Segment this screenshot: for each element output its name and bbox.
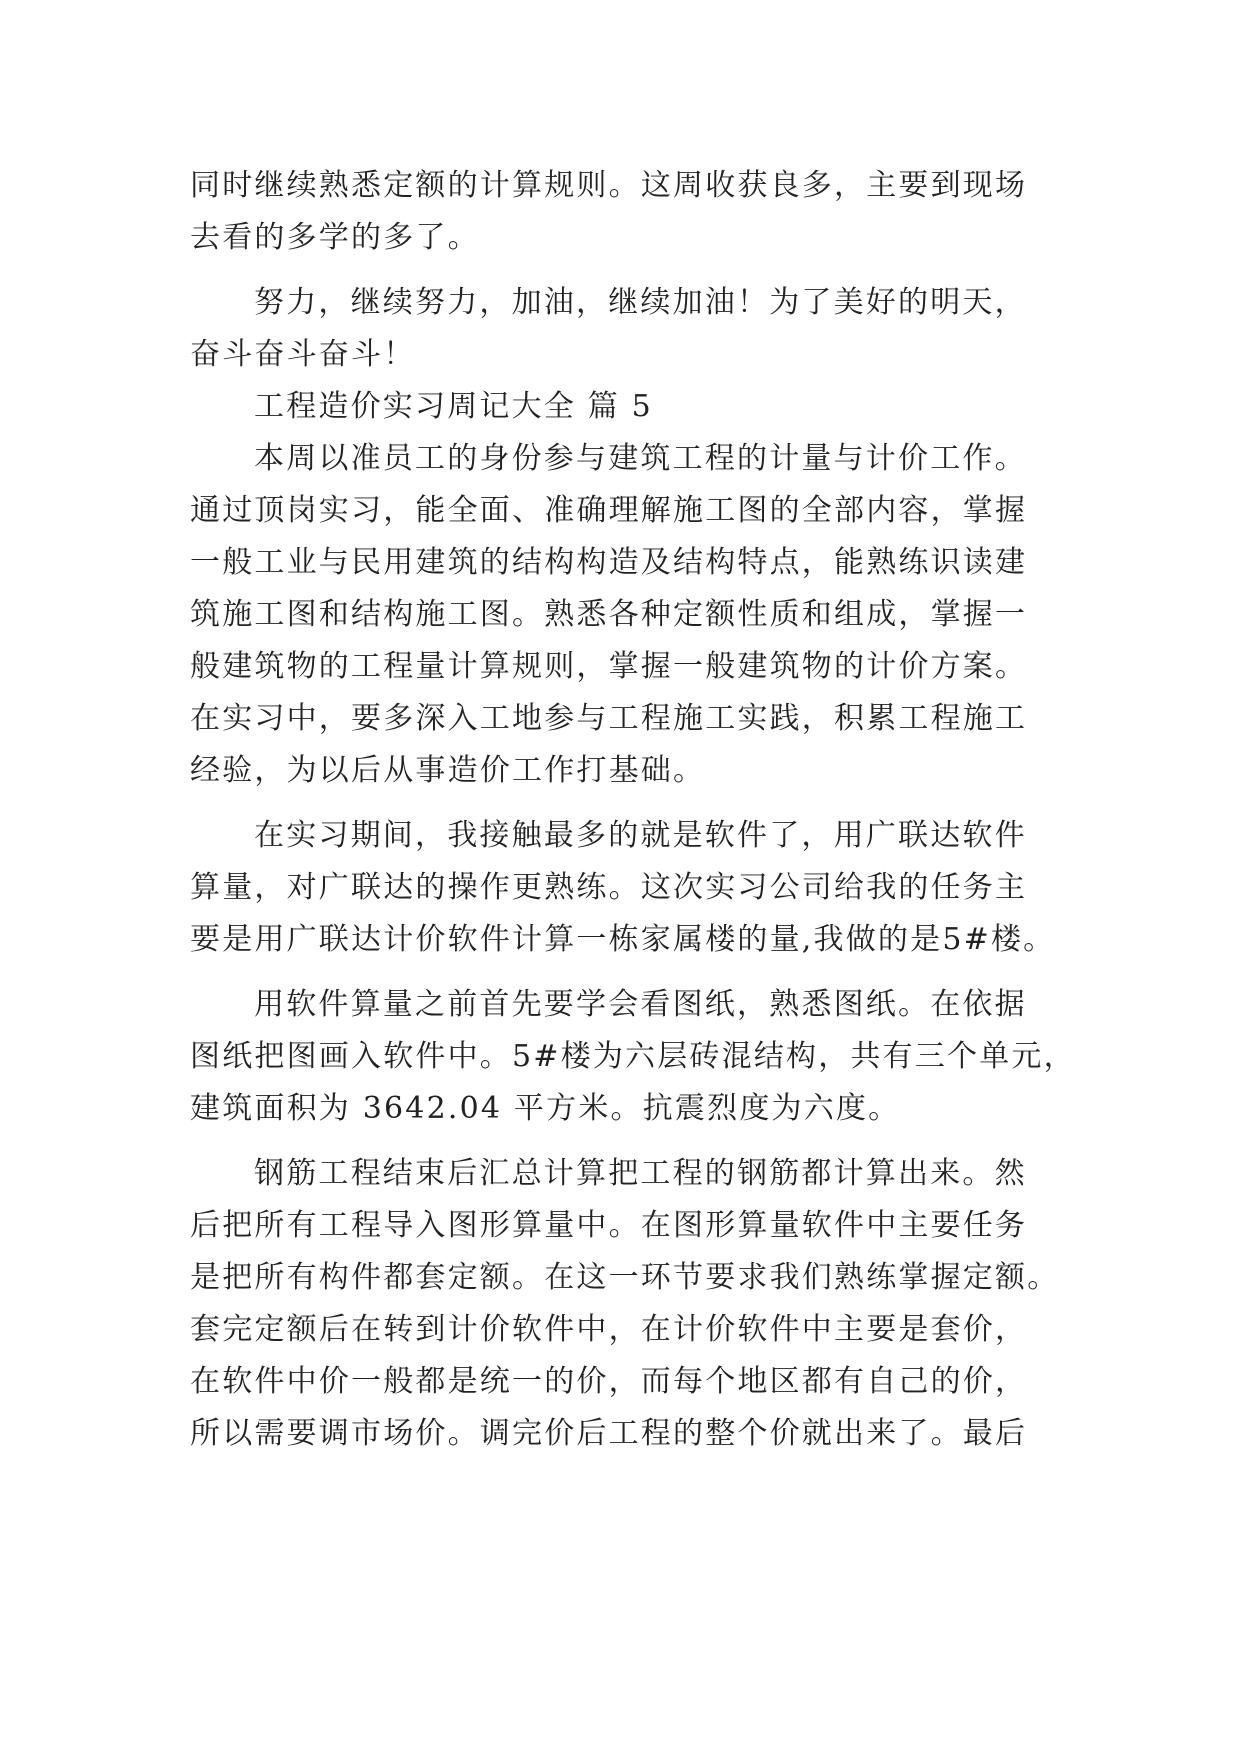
paragraph-line: 后把所有工程导入图形算量中。在图形算量软件中主要任务 — [190, 1208, 1028, 1243]
paragraph-line: 所以需要调市场价。调完价后工程的整个价就出来了。最后 — [190, 1416, 1028, 1451]
paragraph-line: 在实习期间，我接触最多的就是软件了，用广联达软件 — [254, 818, 1027, 853]
paragraph-line: 通过顶岗实习，能全面、准确理解施工图的全部内容，掌握 — [190, 493, 1028, 528]
paragraph-line: 用软件算量之前首先要学会看图纸，熟悉图纸。在依据 — [254, 987, 1027, 1022]
paragraph-line: 在实习中，要多深入工地参与工程施工实践，积累工程施工 — [190, 701, 1028, 736]
paragraph-line: 套完定额后在转到计价软件中，在计价软件中主要是套价， — [190, 1312, 1028, 1347]
paragraph-line: 筑施工图和结构施工图。熟悉各种定额性质和组成，掌握一 — [190, 597, 1028, 632]
paragraph-line: 要是用广联达计价软件计算一栋家属楼的量,我做的是5#楼。 — [190, 922, 1056, 957]
paragraph-line: 同时继续熟悉定额的计算规则。这周收获良多，主要到现场 — [190, 168, 1028, 203]
paragraph-line: 算量，对广联达的操作更熟练。这次实习公司给我的任务主 — [190, 870, 1028, 905]
paragraph-line: 一般工业与民用建筑的结构构造及结构特点，能熟练识读建 — [190, 545, 1028, 580]
paragraph-line: 去看的多学的多了。 — [190, 220, 480, 255]
paragraph-line: 经验，为以后从事造价工作打基础。 — [190, 753, 706, 788]
paragraph-line: 般建筑物的工程量计算规则，掌握一般建筑物的计价方案。 — [190, 649, 1028, 684]
document-body — [190, 160, 1076, 1460]
section-heading: 工程造价实习周记大全 篇 5 — [254, 389, 653, 424]
paragraph-line: 图纸把图画入软件中。5#楼为六层砖混结构，共有三个单元， — [190, 1039, 1076, 1074]
paragraph-line: 钢筋工程结束后汇总计算把工程的钢筋都计算出来。然 — [254, 1156, 1027, 1191]
paragraph-line: 奋斗奋斗奋斗！ — [190, 337, 416, 372]
paragraph-line: 建筑面积为 3642.04 平方米。抗震烈度为六度。 — [190, 1091, 901, 1126]
paragraph-line: 本周以准员工的身份参与建筑工程的计量与计价工作。 — [254, 441, 1027, 476]
paragraph-line: 在软件中价一般都是统一的价，而每个地区都有自己的价， — [190, 1364, 1028, 1399]
paragraph-line: 努力，继续努力，加油，继续加油！为了美好的明天， — [254, 285, 1027, 320]
paragraph-line: 是把所有构件都套定额。在这一环节要求我们熟练掌握定额。 — [190, 1260, 1060, 1295]
